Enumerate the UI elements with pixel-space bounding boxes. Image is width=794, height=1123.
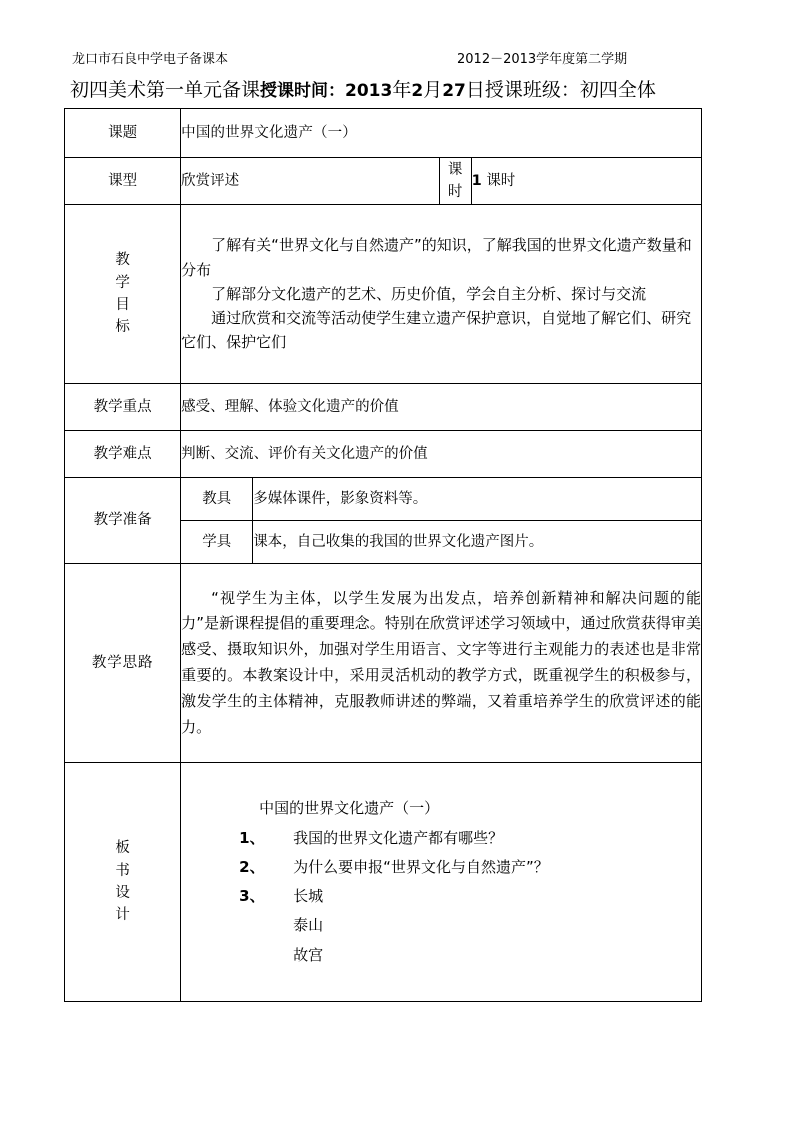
page-header-line-1 [72,49,702,71]
label-goals-char-2: 学 [115,274,130,291]
class-time-label: 授课时间： [260,81,346,101]
label-teaching-goals [65,205,181,384]
table-row-key-point [65,384,702,431]
board-sub-item [239,941,701,970]
label-board-char-4: 计 [115,907,130,924]
lesson-plan-table [64,108,702,1002]
value-difficulty: 判断、交流、评价有关文化遗产的价值 [181,431,702,478]
label-board-design [65,763,181,1002]
table-row-teaching-aids [65,478,702,521]
board-list-item [239,824,701,853]
label-board-char-1: 板 [115,840,130,857]
value-lesson-type: 欣赏评述 [181,158,439,205]
board-item-text: 长城 [293,887,324,905]
goal-item: 通过欣赏和交流等活动使学生建立遗产保护意识，自觉地了解它们、研究它们、保护它们 [181,309,692,352]
label-board-char-3: 设 [115,885,130,901]
class-month: 2 [411,81,424,101]
board-list-item [239,853,701,882]
value-teaching-aids: 多媒体课件，影象资料等。 [253,478,702,521]
label-goals-char-4: 标 [115,319,130,336]
table-row-approach [65,564,702,763]
class-group: 日授课班级：初四全体 [465,79,656,101]
label-difficulty: 教学难点 [65,431,181,478]
board-list-item [239,882,701,911]
board-design-content [181,794,701,970]
board-sub-text: 泰山 [293,916,324,935]
month-unit: 月 [423,79,443,101]
goal-item: 了解部分文化遗产的艺术、历史价值，学会自主分析、探讨与交流 [211,284,647,303]
label-key-point: 教学重点 [65,384,181,431]
periods-unit: 课时 [486,172,516,189]
approach-paragraph: “视学生为主体，以学生发展为出发点，培养创新精神和解决问题的能力”是新课程提倡的重要理念。特别在欣赏评述学习领域中，通过欣赏获得审美感受、摄取知识外，加强对学生用语言、文字等进行主观能力的表述也是非常重要的。本教案设计中，采用灵活机动的教学方式，既重视学生的积极参与，激发学生的主体精神，克服教师讲述的弊端，又着重培养学生的欣赏评述的能力。 [181,588,701,736]
board-item-index: 1、 [239,828,265,847]
value-topic: 中国的世界文化遗产（一） [181,109,702,158]
value-periods [471,158,701,205]
label-topic: 课题 [65,109,181,158]
label-learning-aids: 学具 [181,521,253,564]
label-teaching-aids: 教具 [181,478,253,521]
label-approach: 教学思路 [65,564,181,763]
table-row-topic [65,109,702,158]
label-periods-char-2: 时 [447,184,463,200]
value-key-point: 感受、理解、体验文化遗产的价值 [181,384,702,431]
class-day: 27 [442,81,466,101]
page-header-line-2 [70,76,730,104]
label-goals-char-3: 目 [115,297,130,313]
board-item-text: 我国的世界文化遗产都有哪些？ [293,828,504,847]
value-teaching-goals [181,205,702,384]
table-row-difficulty [65,431,702,478]
class-year: 2013 [345,81,393,101]
label-periods-char-1: 课 [447,161,463,178]
value-board-design [181,763,702,1002]
table-row-goals [65,205,702,384]
board-item-index: 3、 [239,887,265,905]
label-preparation: 教学准备 [65,478,181,564]
label-lesson-type: 课型 [65,158,181,205]
unit-title: 初四美术第一单元备课 [70,79,261,101]
board-item-text: 为什么要申报“世界文化与自然遗产”？ [293,857,549,876]
label-board-char-2: 书 [115,862,130,879]
school-name: 龙口市石良中学电子备课本 [72,52,229,67]
board-sub-text: 故宫 [293,945,324,964]
board-sub-item [239,911,701,940]
periods-count: 1 [471,172,482,189]
table-row-board-design [65,763,702,1002]
label-periods [439,158,471,205]
value-learning-aids: 课本，自己收集的我国的世界文化遗产图片。 [253,521,702,564]
goal-item: 了解有关“世界文化与自然遗产”的知识，了解我国的世界文化遗产数量和分布 [181,236,692,279]
board-item-index: 2、 [239,857,265,876]
label-goals-char-1: 教 [115,252,130,269]
value-approach [181,564,702,763]
board-heading: 中国的世界文化遗产（一） [259,799,440,818]
table-row-lesson-type [65,158,702,205]
year-unit: 年 [392,79,412,101]
academic-term: 2012－2013学年度第二学期 [457,52,628,67]
